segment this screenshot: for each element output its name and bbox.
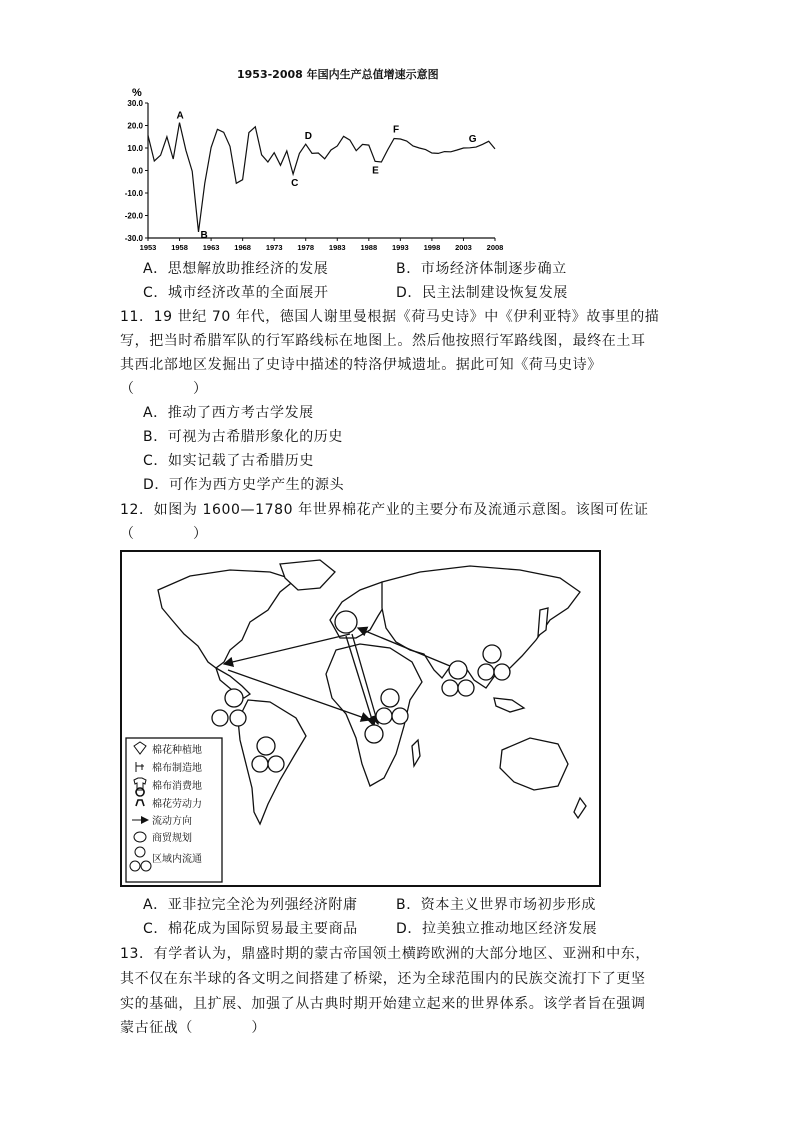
china-cultivation-icon bbox=[478, 664, 494, 680]
q11-option-c[interactable]: C．如实记载了古希腊历史 bbox=[143, 453, 314, 469]
q13-stem-line2: 其不仅在东半球的各文明之间搭建了桥梁，还为全球范围内的民族交流打下了更坚 bbox=[120, 971, 646, 987]
india-cultivation-icon bbox=[442, 680, 458, 696]
point-label-b: B bbox=[200, 229, 208, 241]
y-tick-label: 30.0 bbox=[127, 99, 143, 108]
x-tick-label: 1953 bbox=[139, 243, 157, 252]
x-tick-label: 1988 bbox=[360, 243, 378, 252]
point-label-c: C bbox=[291, 178, 299, 190]
legend-labour: 棉花劳动力 bbox=[152, 799, 202, 810]
q11-answer-paren: （ ） bbox=[120, 381, 208, 397]
q11-stem-line1: 11．19 世纪 70 年代，德国人谢里曼根据《荷马史诗》中《伊利亚特》故事里的描 bbox=[120, 309, 660, 325]
south-america-consumption-icon bbox=[257, 737, 275, 755]
gdp-growth-line bbox=[148, 123, 495, 232]
x-tick-label: 2003 bbox=[455, 243, 472, 252]
legend-flow: 流动方向 bbox=[152, 816, 192, 827]
gdp-growth-chart bbox=[110, 82, 520, 254]
y-tick-label: 20.0 bbox=[127, 121, 143, 131]
americas-cultivation-icon bbox=[212, 710, 228, 726]
americas-manufacture-icon bbox=[230, 710, 246, 726]
point-label-g: G bbox=[468, 133, 477, 145]
q11-option-a[interactable]: A．推动了西方考古学发展 bbox=[143, 405, 314, 421]
q12-option-a[interactable]: A．亚非拉完全沦为列强经济附庸 bbox=[143, 897, 358, 913]
x-tick-label: 1978 bbox=[297, 243, 315, 252]
x-tick-label: 1983 bbox=[328, 243, 346, 252]
q12-option-d[interactable]: D．拉美独立推动地区经济发展 bbox=[396, 921, 598, 937]
q12-option-c[interactable]: C．棉花成为国际贸易最主要商品 bbox=[143, 921, 358, 937]
south-america-cultivation-icon bbox=[252, 756, 268, 772]
x-tick-label: 1998 bbox=[423, 243, 441, 252]
x-tick-label: 1993 bbox=[392, 243, 409, 252]
americas-consumption-icon bbox=[225, 689, 243, 707]
y-tick-label: -20.0 bbox=[124, 211, 143, 221]
europe-consumption-icon bbox=[335, 611, 357, 633]
q11-option-d[interactable]: D．可作为西方史学产生的源头 bbox=[143, 477, 345, 493]
y-tick-label: 0.0 bbox=[131, 166, 143, 176]
q10-option-b[interactable]: B．市场经济体制逐步确立 bbox=[396, 261, 567, 277]
q10-option-a[interactable]: A．思想解放助推经济的发展 bbox=[143, 261, 329, 277]
q13-stem-line4: 蒙古征战（ ） bbox=[120, 1020, 266, 1036]
legend-manufacture: 棉布制造地 bbox=[152, 763, 202, 774]
africa-consumption-icon bbox=[381, 689, 399, 707]
q13-stem-line3: 实的基础，且扩展、加强了从古典时期开始建立起来的世界体系。该学者旨在强调 bbox=[120, 996, 646, 1012]
y-tick-label: -10.0 bbox=[124, 189, 143, 198]
q13-stem-line1: 13．有学者认为，鼎盛时期的蒙古帝国领土横跨欧洲的大部分地区、亚洲和中东， bbox=[120, 946, 651, 962]
x-tick-label: 2008 bbox=[486, 243, 504, 252]
q11-option-b[interactable]: B．可视为古希腊形象化的历史 bbox=[143, 429, 344, 445]
legend-regional: 区域内流通 bbox=[152, 854, 202, 865]
q12-option-b[interactable]: B．资本主义世界市场初步形成 bbox=[396, 897, 597, 913]
point-label-a: A bbox=[176, 110, 184, 122]
africa-manufacture-icon bbox=[392, 708, 408, 724]
point-label-d: D bbox=[304, 131, 312, 143]
x-tick-label: 1963 bbox=[202, 243, 220, 252]
y-tick-label: 10.0 bbox=[127, 144, 143, 153]
x-tick-label: 1973 bbox=[265, 243, 283, 252]
legend-cultivation: 棉花种植地 bbox=[152, 745, 202, 756]
south-america-manufacture-icon bbox=[268, 756, 284, 772]
q11-stem-line2: 写，把当时希腊军队的行军路线标在地图上。然后他按照行军路线图，最终在土耳 bbox=[120, 333, 646, 349]
x-tick-label: 1968 bbox=[234, 243, 251, 252]
q12-answer-paren: （ ） bbox=[120, 526, 208, 542]
india-consumption-icon bbox=[449, 661, 467, 679]
africa-cultivation-icon bbox=[376, 708, 392, 724]
point-label-e: E bbox=[372, 165, 379, 177]
africa-labour-icon bbox=[365, 725, 383, 743]
y-axis-unit: % bbox=[132, 87, 142, 99]
legend-trade: 商贸规划 bbox=[152, 833, 192, 844]
q10-option-d[interactable]: D．民主法制建设恢复发展 bbox=[396, 285, 568, 301]
q12-stem-line1: 12．如图为 1600—1780 年世界棉花产业的主要分布及流通示意图。该图可佐证 bbox=[120, 502, 649, 518]
world-cotton-map bbox=[120, 550, 602, 888]
india-manufacture-icon bbox=[458, 680, 474, 696]
china-consumption-icon bbox=[483, 645, 501, 663]
point-label-f: F bbox=[393, 124, 400, 136]
q11-stem-line3: 其西北部地区发掘出了史诗中描述的特洛伊城遗址。据此可知《荷马史诗》 bbox=[120, 357, 602, 373]
q10-option-c[interactable]: C．城市经济改革的全面展开 bbox=[143, 285, 329, 301]
x-tick-label: 1958 bbox=[171, 243, 188, 252]
y-tick-label: -30.0 bbox=[124, 234, 143, 243]
chart-title: 1953-2008 年国内生产总值增速示意图 bbox=[237, 68, 439, 81]
legend-consumption: 棉布消费地 bbox=[152, 781, 202, 792]
china-manufacture-icon bbox=[494, 664, 510, 680]
